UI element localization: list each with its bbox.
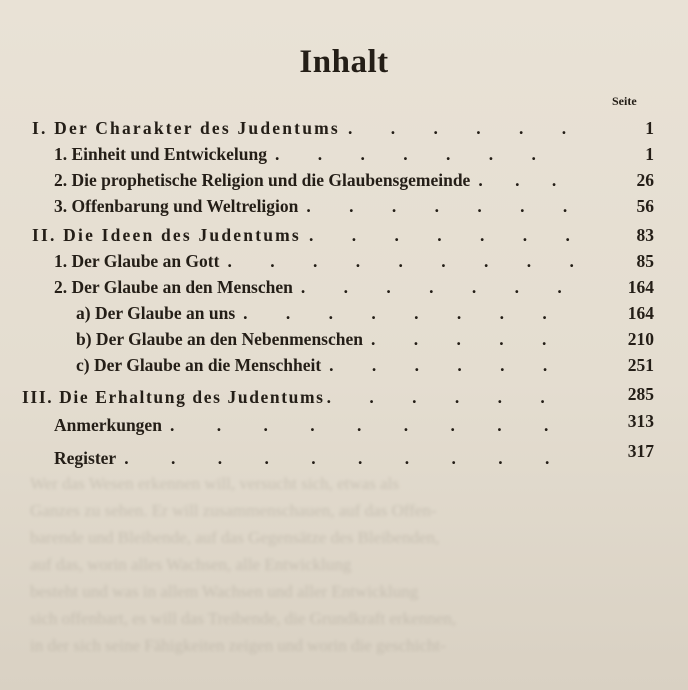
toc-chapter — [22, 385, 562, 409]
toc-section — [54, 142, 553, 166]
toc-page-number: 251 — [627, 355, 654, 375]
leader-dots: . . . . . . — [329, 355, 565, 375]
toc-page-number: 85 — [636, 251, 654, 271]
leader-dots: . . . . . . . . . . — [124, 448, 569, 468]
toc-entry-title: 1. Der Glaube an Gott — [54, 251, 220, 271]
toc-page-number: 1 — [645, 118, 654, 138]
toc-entry-title: I. Der Charakter des Judentums — [32, 118, 340, 138]
toc-subsection — [76, 353, 564, 377]
toc-entry-title: 1. Einheit und Entwickelung — [54, 144, 267, 164]
leader-dots: . . . . . . . — [274, 144, 553, 164]
toc-page-number: 313 — [627, 411, 654, 431]
toc-section — [54, 168, 570, 192]
leader-dots: . . . . . . — [326, 387, 562, 407]
leader-dots: . . . . . . . . . — [169, 415, 568, 435]
toc-page-number: 164 — [627, 277, 654, 297]
toc-subsection — [76, 301, 564, 325]
leader-dots: . . . . . . . . . — [227, 251, 591, 271]
toc-chapter — [32, 223, 587, 247]
toc-back-matter — [54, 413, 567, 437]
toc-entry-title: 2. Die prophetische Religion und die Glaubensgemeinde — [54, 170, 471, 190]
show-through-text: Wer das Wesen erkennen will, versucht sich, etwas als Ganzes zu sehen. Er will zusammenschauen, auf das Offen- barende und Bleibende, auf das Gegensätze des Bleibenden, auf das, worin alles Wachsen, alle Entwicklung besteht und was in allem Wachsen und aller Entwicklung sich offenbart, es will das Treibende, die Grundkraft erkennen, in der sich seine Fähigkeiten zeigen und worin die geschicht- — [30, 474, 456, 655]
leader-dots: . . . . . . — [347, 118, 584, 138]
toc-section — [54, 275, 579, 299]
leader-dots: . . . . . — [371, 329, 564, 349]
toc-page-number: 164 — [627, 303, 654, 323]
leader-dots: . . . — [478, 170, 571, 190]
toc-entry-title: c) Der Glaube an die Menschheit — [76, 355, 322, 375]
toc-chapter — [32, 116, 583, 140]
toc-page-number: 210 — [627, 329, 654, 349]
toc-page-number: 1 — [645, 144, 654, 164]
page-column-header: Seite — [612, 94, 637, 108]
toc-entry-title: 3. Offenbarung und Weltreligion — [54, 196, 299, 216]
table-of-contents — [0, 114, 688, 474]
page-title: Inhalt — [299, 44, 389, 80]
toc-entry-title: b) Der Glaube an den Nebenmenschen — [76, 329, 363, 349]
toc-entry-title: Register — [54, 448, 117, 468]
toc-section — [54, 249, 591, 273]
toc-page-number: 56 — [636, 196, 654, 216]
toc-page-number: 26 — [636, 170, 654, 190]
toc-page-number: 317 — [627, 441, 654, 461]
toc-page-number: 83 — [636, 225, 654, 245]
toc-page-number: 285 — [627, 384, 654, 404]
toc-entry-title: III. Die Erhaltung des Judentums — [22, 387, 325, 407]
toc-entry-title: II. Die Ideen des Judentums — [32, 225, 301, 245]
toc-entry-title: a) Der Glaube an uns — [76, 303, 236, 323]
toc-entry-title: 2. Der Glaube an den Menschen — [54, 277, 293, 297]
leader-dots: . . . . . . . — [306, 196, 585, 216]
leader-dots: . . . . . . . . — [243, 303, 564, 323]
toc-section — [54, 194, 584, 218]
toc-entry-title: Anmerkungen — [54, 415, 162, 435]
toc-subsection — [76, 327, 563, 351]
leader-dots: . . . . . . . — [300, 277, 579, 297]
leader-dots: . . . . . . . — [308, 225, 587, 245]
toc-back-matter — [54, 446, 568, 470]
